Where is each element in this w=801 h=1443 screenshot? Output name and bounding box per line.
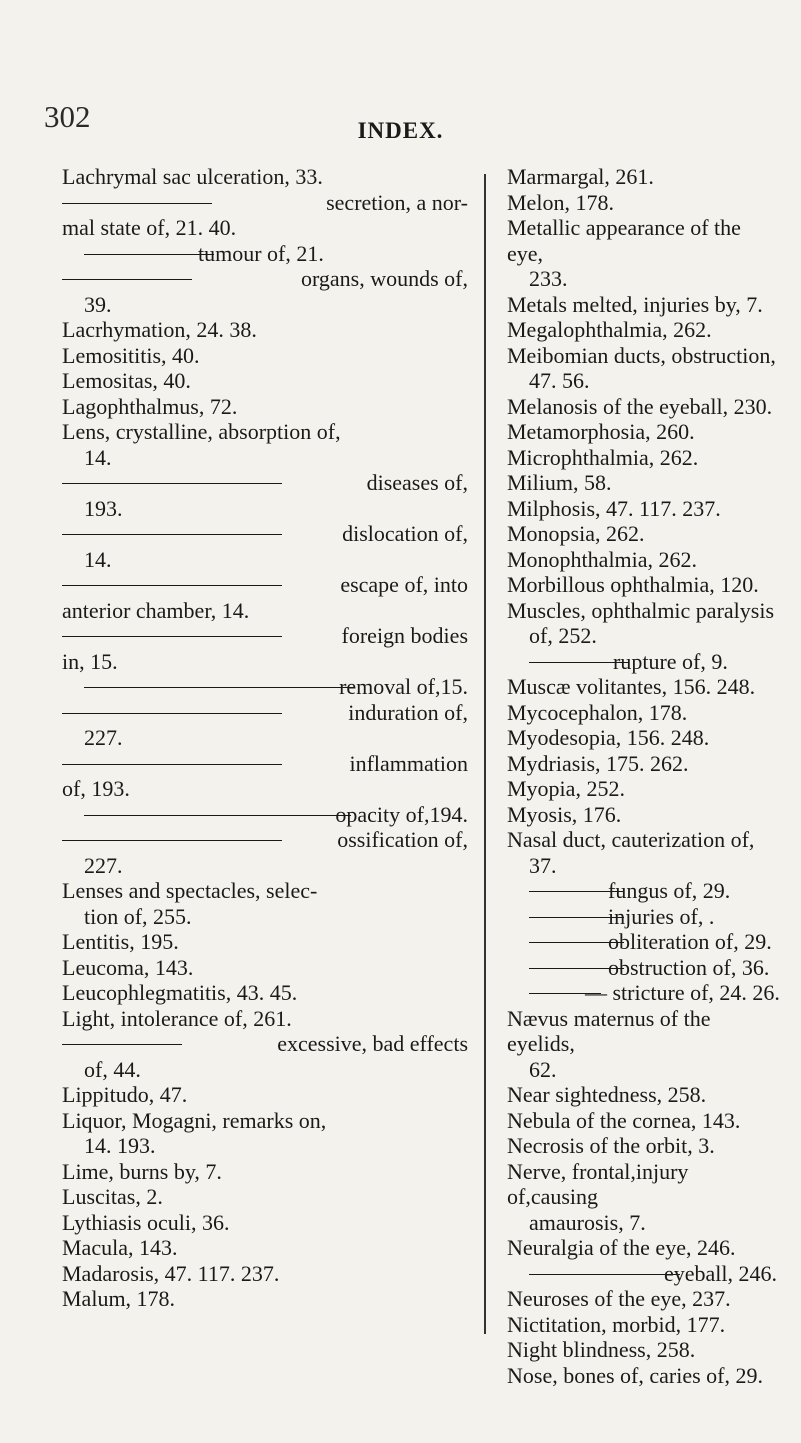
index-entry: Lippitudo, 47. xyxy=(62,1082,188,1107)
index-entry: Macula, 143. xyxy=(62,1235,178,1260)
index-subentry: escape of, into anterior chamber, 14. xyxy=(62,572,468,623)
index-subentry: diseases of, 193. xyxy=(62,470,468,521)
index-entry: Milium, 58. xyxy=(507,470,612,495)
index-subentry: opacity of,194. xyxy=(62,802,468,828)
index-entry: Neuroses of the eye, 237. xyxy=(507,1286,731,1311)
index-entry: Near sightedness, 258. xyxy=(507,1082,707,1107)
index-entry: Monopsia, 262. xyxy=(507,521,645,546)
index-entry: Lemosititis, 40. xyxy=(62,342,200,368)
running-head: INDEX. xyxy=(357,118,444,143)
index-entry: Muscæ volitantes, 156. 248. xyxy=(507,674,756,699)
index-entry: Leucophlegmatitis, 43. 45. xyxy=(62,980,298,1005)
index-entry: Leucoma, 143. xyxy=(62,954,194,980)
index-subentry: foreign bodies in, 15. xyxy=(62,623,468,674)
index-entry: Mycocephalon, 178. xyxy=(507,699,688,725)
left-column xyxy=(62,164,468,1312)
index-subentry: fungus of, 29. xyxy=(507,878,777,904)
index-subentry: — stricture of, 24. 26. xyxy=(507,980,777,1006)
index-entry: Lentitis, 195. xyxy=(62,929,179,954)
index-entry: Madarosis, 47. 117. 237. xyxy=(62,1260,280,1286)
index-entry: Lacrhymation, 24. 38. xyxy=(62,317,257,342)
index-subentry: inflammation of, 193. xyxy=(62,750,468,801)
index-entry: Nictitation, morbid, 177. xyxy=(507,1311,726,1337)
index-entry: Malum, 178. xyxy=(62,1286,176,1311)
index-entry: Lenses and spectacles, selec- tion of, 255. xyxy=(62,878,318,929)
index-entry: Night blindness, 258. xyxy=(507,1337,696,1362)
index-entry: Nose, bones of, caries of, 29. xyxy=(507,1362,763,1388)
index-entry: Myodesopia, 156. 248. xyxy=(507,725,710,750)
index-subentry: secretion, a nor- mal state of, 21. 40. xyxy=(62,189,468,240)
index-entry: Meibomian ducts, obstruction, 47. 56. xyxy=(507,342,776,393)
index-entry: Necrosis of the orbit, 3. xyxy=(507,1133,715,1158)
index-subentry: induration of, 227. xyxy=(62,700,468,751)
index-entry: Lemositas, 40. xyxy=(62,368,191,393)
index-subentry: eyeball, 246. xyxy=(507,1261,777,1287)
column-divider xyxy=(484,174,486,1334)
index-entry: Lime, burns by, 7. xyxy=(62,1158,222,1184)
index-entry: Liquor, Mogagni, remarks on, 14. 193. xyxy=(62,1107,327,1158)
page-number: 302 xyxy=(44,99,91,134)
index-subentry: removal of,15. xyxy=(62,674,468,700)
index-entry: Marmargal, 261. xyxy=(507,164,654,189)
index-entry: Nebula of the cornea, 143. xyxy=(507,1107,741,1133)
index-entry: Megalophthalmia, 262. xyxy=(507,317,712,342)
index-entry: Metallic appearance of the eye, 233. xyxy=(507,215,741,291)
index-entry: Luscitas, 2. xyxy=(62,1184,163,1209)
index-entry: Lagophthalmus, 72. xyxy=(62,393,238,419)
index-entry: Myosis, 176. xyxy=(507,801,622,827)
index-entry: Melanosis of the eyeball, 230. xyxy=(507,393,773,419)
index-entry: Myopia, 252. xyxy=(507,776,625,801)
index-subentry: ossification of, 227. xyxy=(62,827,468,878)
index-entry: Light, intolerance of, 261. xyxy=(62,1005,292,1031)
index-subentry: excessive, bad effects of, 44. xyxy=(62,1031,468,1082)
index-entry: Nasal duct, cauterization of, 37. xyxy=(507,827,755,878)
index-subentry: dislocation of, 14. xyxy=(62,521,468,572)
right-column xyxy=(507,164,780,1388)
index-subentry: organs, wounds of, 39. xyxy=(62,266,468,317)
index-subentry: obliteration of, 29. xyxy=(507,929,777,955)
index-entry: Monophthalmia, 262. xyxy=(507,546,698,572)
index-entry: Muscles, ophthalmic paralysis of, 252. xyxy=(507,597,775,648)
index-subentry: obstruction of, 36. xyxy=(507,955,777,981)
index-subentry: rupture of, 9. xyxy=(507,649,777,675)
index-entry: Metamorphosia, 260. xyxy=(507,419,695,444)
index-entry: Lachrymal sac ulceration, 33. xyxy=(62,164,323,189)
index-entry: Lens, crystalline, absorption of, 14. xyxy=(62,419,341,470)
index-subentry: injuries of, . xyxy=(507,904,777,930)
index-entry: Nævus maternus of the eyelids, 62. xyxy=(507,1005,711,1082)
index-entry: Morbillous ophthalmia, 120. xyxy=(507,572,759,597)
index-entry: Microphthalmia, 262. xyxy=(507,444,699,470)
index-entry: Neuralgia of the eye, 246. xyxy=(507,1235,736,1260)
index-entry: Lythiasis oculi, 36. xyxy=(62,1209,230,1235)
index-subentry: tumour of, 21. xyxy=(62,241,468,267)
index-entry: Milphosis, 47. 117. 237. xyxy=(507,495,721,521)
index-entry: Nerve, frontal,injury of,causing amaurosis, 7. xyxy=(507,1158,689,1235)
index-entry: Mydriasis, 175. 262. xyxy=(507,750,689,776)
index-entry: Metals melted, injuries by, 7. xyxy=(507,291,763,317)
index-entry: Melon, 178. xyxy=(507,189,614,215)
